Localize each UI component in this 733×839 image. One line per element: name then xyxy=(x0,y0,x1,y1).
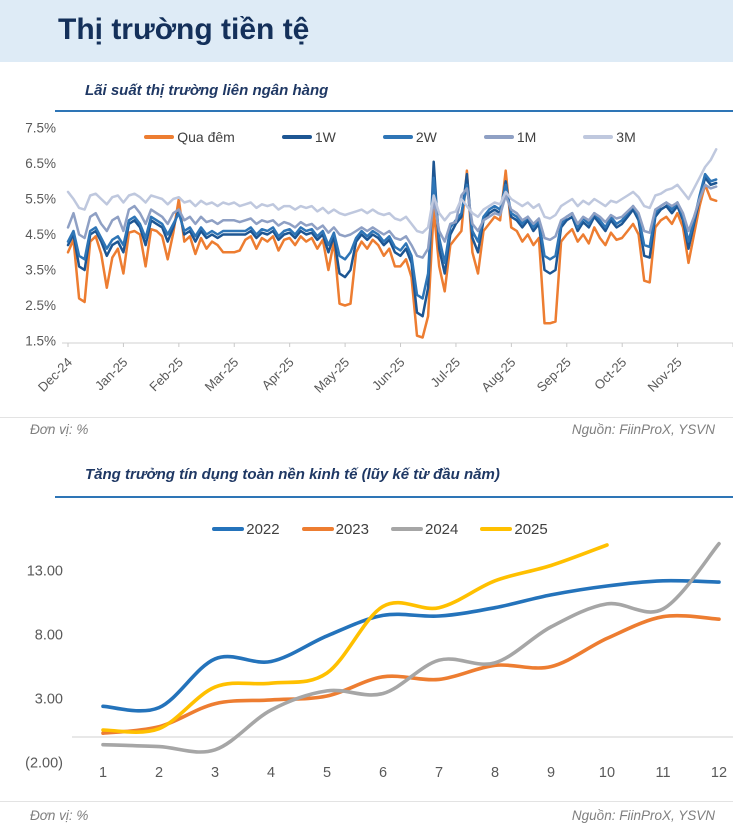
x-tick-label: 11 xyxy=(655,765,671,781)
x-tick-label: 2 xyxy=(154,765,164,781)
legend-label-1w: 1W xyxy=(314,129,336,145)
x-tick-label: Dec-24 xyxy=(34,354,76,395)
x-tick-label: Mar-25 xyxy=(201,354,242,395)
x-tick-label: 8 xyxy=(490,765,500,781)
chart2-title: Tăng trưởng tín dụng toàn nền kinh tế (lũy kế từ đầu năm) xyxy=(85,466,500,483)
y-tick-label: 8.00 xyxy=(34,627,63,644)
chart2-source-note: Nguồn: FiinProX, YSVN xyxy=(571,808,715,823)
x-tick-label: 4 xyxy=(266,765,276,781)
x-tick-label: 1 xyxy=(98,765,108,781)
y-tick-label: 3.00 xyxy=(34,691,63,708)
page-title: Thị trường tiền tệ xyxy=(58,13,310,46)
x-tick-label: Sep-25 xyxy=(533,354,574,395)
chart2-footer-rule xyxy=(0,801,733,802)
x-tick-label: 3 xyxy=(210,765,220,781)
y-tick-label: 4.5% xyxy=(25,227,56,242)
x-tick-label: Jan-25 xyxy=(91,354,131,394)
legend-label-2w: 2W xyxy=(415,129,437,145)
chart1-footer xyxy=(0,422,733,440)
series-line-qua-đem xyxy=(68,171,716,338)
y-tick-label: (2.00) xyxy=(25,755,63,772)
page-header-banner xyxy=(0,0,733,62)
x-tick-label: 7 xyxy=(434,765,444,781)
x-tick-label: 10 xyxy=(598,765,616,781)
chart2-unit-note: Đơn vị: % xyxy=(30,808,89,823)
y-tick-label: 3.5% xyxy=(25,262,56,278)
x-tick-label: 5 xyxy=(322,765,332,781)
chart1-unit-note: Đơn vị: % xyxy=(30,422,89,437)
credit-growth-chart xyxy=(0,505,733,805)
chart1-footer-rule xyxy=(0,417,733,418)
legend-label-2024: 2024 xyxy=(425,520,459,538)
legend-label-2025: 2025 xyxy=(514,520,548,538)
y-tick-label: 1.5% xyxy=(25,333,56,349)
x-tick-label: Nov-25 xyxy=(644,354,685,395)
y-tick-label: 2.5% xyxy=(25,298,56,313)
chart2-title-rule xyxy=(55,496,733,498)
legend-label-3m: 3M xyxy=(616,129,636,145)
interbank-rates-chart xyxy=(0,115,733,415)
x-tick-label: May-25 xyxy=(310,354,353,396)
chart2-footer xyxy=(0,808,733,826)
legend-label-qua-đem: Qua đêm xyxy=(177,129,235,145)
series-line-2024 xyxy=(103,544,719,752)
y-tick-label: 13.00 xyxy=(26,563,63,580)
y-tick-label: 6.5% xyxy=(25,156,56,171)
legend-label-2023: 2023 xyxy=(335,520,369,538)
x-tick-label: Oct-25 xyxy=(591,354,630,393)
x-tick-label: Jun-25 xyxy=(368,354,408,394)
x-tick-label: Apr-25 xyxy=(258,354,297,393)
x-tick-label: Feb-25 xyxy=(146,354,186,395)
x-tick-label: 12 xyxy=(710,765,728,781)
x-tick-label: Aug-25 xyxy=(478,354,519,395)
chart1-source-note: Nguồn: FiinProX, YSVN xyxy=(571,422,715,437)
y-tick-label: 5.5% xyxy=(25,191,56,207)
x-tick-label: Jul-25 xyxy=(427,354,464,391)
chart1-title: Lãi suất thị trường liên ngân hàng xyxy=(85,82,329,99)
x-tick-label: 6 xyxy=(378,765,388,781)
y-tick-label: 7.5% xyxy=(25,120,56,136)
x-tick-label: 9 xyxy=(546,765,556,781)
legend-label-1m: 1M xyxy=(516,129,537,145)
series-line-2022 xyxy=(103,581,719,711)
legend-label-2022: 2022 xyxy=(246,520,280,538)
chart1-title-rule xyxy=(55,110,733,112)
